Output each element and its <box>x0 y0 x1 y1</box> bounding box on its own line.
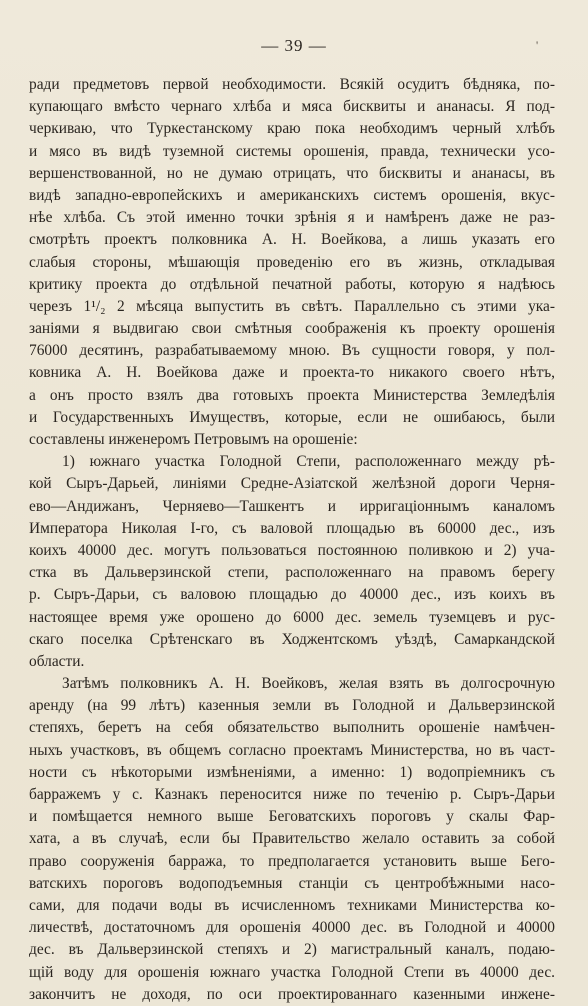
text-line: Затѣмъ полковникъ А. Н. Воейковъ, желая взять въ долгосрочную <box>62 675 555 693</box>
page-number: — 39 — <box>261 36 327 55</box>
text-line: настоящее время уже орошено до 6000 дес. земель туземцевъ и рус- <box>29 608 555 626</box>
text-line: закончитъ не доходя, по оси проектированнаго казенными инжене- <box>29 985 555 1003</box>
text-line: сами, для подачи воды въ исчисленномъ техниками Министерства ко- <box>29 896 555 914</box>
text-line: критику проекта до отдѣльной печатной работы, которую я надѣюсь <box>29 275 555 293</box>
text-line: ради предметовъ первой необходимости. Всякій осудитъ бѣдняка, по- <box>29 76 555 93</box>
text-line: купающаго вмѣсто чернаго хлѣба и мяса бисквиты и ананасы. Я под- <box>29 98 555 116</box>
text-line: скаго поселка Срѣтенскаго въ Ходжентскомъ уѣздѣ, Самаркандской <box>29 630 555 648</box>
text-line: кой Сыръ-Дарьей, линіями Средне-Азіатской желѣзной дороги Черня- <box>29 475 555 493</box>
text-line: аренду (на 99 лѣтъ) казенныя земли въ Голодной и Дальверзинской <box>29 697 555 715</box>
text-line: заніями я выдвигаю свои смѣтныя соображенія къ проекту орошенія <box>29 320 555 338</box>
text-line: ности съ нѣкоторыми измѣненіями, а именно: 1) водопріемникъ съ <box>29 763 555 781</box>
text-line: ковника А. Н. Воейкова даже и проекта-то никакого своего нѣтъ, <box>29 364 555 382</box>
text-line: степяхъ, беретъ на себя обязательство выполнить орошеніе намѣчен- <box>29 719 555 737</box>
text-line: 1) южнаго участка Голодной Степи, расположеннаго между рѣ- <box>62 453 555 471</box>
text-line: и Государственныхъ Имуществъ, которые, если не ошибаюсь, были <box>29 408 555 426</box>
margin-mark: ' <box>536 38 539 52</box>
text-line: составлены инженеромъ Петровымъ на орошеніе: <box>29 431 358 448</box>
text-line: стка въ Дальверзинской степи, расположеннаго на правомъ берегу <box>29 564 555 582</box>
text-line: смотрѣть проектъ полковника А. Н. Воейкова, а лишь указать его <box>29 231 555 249</box>
text-line: вершенствованной, но не думаю отрицать, что бисквиты и ананасы, въ <box>29 164 555 182</box>
text-line: барражемъ у с. Казнакъ переносится ниже по теченію р. Сыръ-Дарьи <box>29 786 555 803</box>
text-line: и мясо въ видѣ туземной системы орошенія, правда, технически усо- <box>29 142 555 160</box>
text-line: черкиваю, что Туркестанскому краю пока необходимъ черный хлѣбъ <box>29 120 555 138</box>
text-line: черезъ 1¹/₂ 2 мѣсяца выпустить въ свѣтъ. Параллельно съ этими ука- <box>29 297 555 315</box>
text-line: и помѣщается немного выше Беговатскихъ пороговъ у скалы Фар- <box>29 808 555 826</box>
text-line: видѣ западно-европейскихъ и американскихъ системъ орошенія, вкус- <box>29 186 555 204</box>
text-line: дес. въ Дальверзинской степяхъ и 2) магистральный каналъ, подаю- <box>29 941 555 959</box>
text-line: слабыя стороны, мѣшающія проведенію его въ жизнь, откладывая <box>29 253 555 271</box>
text-line: р. Сыръ-Дарьи, съ валовою площадью до 40000 дес., изъ коихъ въ <box>29 586 555 604</box>
text-line: области. <box>29 652 85 670</box>
text-line: Императора Николая І-го, съ валовой площадью въ 60000 дес., изъ <box>29 519 555 537</box>
text-line: ныхъ участковъ, въ общемъ согласно проектамъ Министерства, но въ част- <box>29 741 555 759</box>
text-line: хата, а въ случаѣ, если бы Правительство желало оставить за собой <box>29 830 555 848</box>
text-line: а онъ просто взялъ два готовыхъ проекта Министерства Земледѣлія <box>29 386 555 404</box>
text-line: нѣе хлѣба. Съ этой именно точки зрѣнія я и намѣренъ даже не раз- <box>29 209 555 227</box>
text-line: право сооруженія барража, то предполагается установить выше Бего- <box>29 852 555 870</box>
text-line: щій воду для орошенія южнаго участка Голодной Степи въ 40000 дес. <box>29 963 555 981</box>
text-line: личествѣ, достаточномъ для орошенія 40000 дес. въ Голодной и 40000 <box>29 919 555 937</box>
text-line: ватскихъ пороговъ водоподъемныя станціи съ центробѣжными насо- <box>29 874 555 892</box>
text-line: 76000 десятинъ, разрабатываемому мною. Въ сущности говоря, у пол- <box>29 342 555 360</box>
body-text <box>29 74 555 1006</box>
text-line: коихъ 40000 дес. могутъ пользоваться постоянною поливкою и 2) уча- <box>29 541 555 559</box>
text-line: ево—Андижанъ, Черняево—Ташкентъ и ирригаціоннымъ каналомъ <box>29 497 555 515</box>
